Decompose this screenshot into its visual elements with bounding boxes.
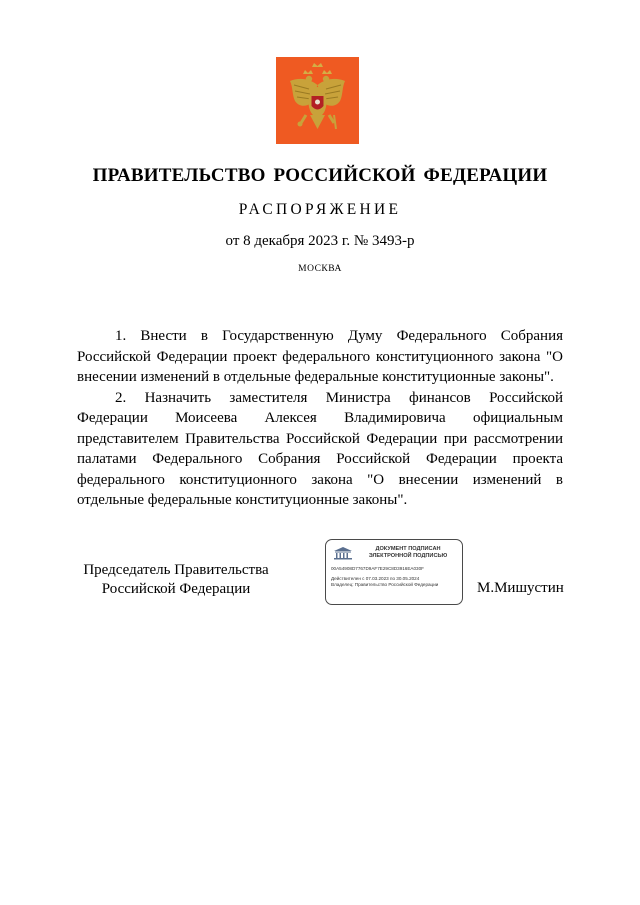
paragraph-1: 1. Внести в Государственную Думу Федерального Собрания Российской Федерации проект федерального конституционного закона "О внесении изменений в отдельные федеральные конституционные законы". xyxy=(77,328,563,385)
document-type: РАСПОРЯЖЕНИЕ xyxy=(238,201,402,218)
stamp-certificate-owner: Владелец: Правительство Российской Федерации xyxy=(331,582,439,587)
double-headed-eagle-icon xyxy=(276,57,359,144)
signatory-position xyxy=(76,561,276,599)
signer-name: М.Мишустин xyxy=(477,580,564,596)
government-building-icon xyxy=(332,546,354,560)
document-date-number: от 8 декабря 2023 г. № 3493-р xyxy=(225,233,415,249)
paragraph-2: 2. Назначить заместителя Министра финансов Российской Федерации Моисеева Алексея Владимировича официальным представителем Правительства Российской Федерации при рассмотрении палатами Федерального Собрания Российской Федерации проекта федерального конституционного закона "О внесении изменений в отдельные федеральные конституционные законы". xyxy=(77,389,563,508)
document-city: МОСКВА xyxy=(298,264,342,274)
signatory-position-line-2: Российской Федерации xyxy=(101,581,251,597)
stamp-title xyxy=(356,546,460,559)
coat-of-arms-emblem xyxy=(276,57,359,144)
electronic-signature-stamp xyxy=(325,539,463,605)
stamp-certificate-serial: 00A54908D7767D9AF7E29C8D3916EA030F xyxy=(331,566,424,571)
document-body xyxy=(77,326,563,511)
stamp-validity-period: Действителен с 07.03.2023 по 30.05.2024 xyxy=(331,576,420,581)
issuer-title: ПРАВИТЕЛЬСТВО РОССИЙСКОЙ ФЕДЕРАЦИИ xyxy=(92,165,548,186)
stamp-title-line-2: ЭЛЕКТРОННОЙ ПОДПИСЬЮ xyxy=(368,552,448,559)
stamp-title-line-1: ДОКУМЕНТ ПОДПИСАН xyxy=(375,546,441,552)
signatory-position-line-1: Председатель Правительства xyxy=(83,562,269,578)
